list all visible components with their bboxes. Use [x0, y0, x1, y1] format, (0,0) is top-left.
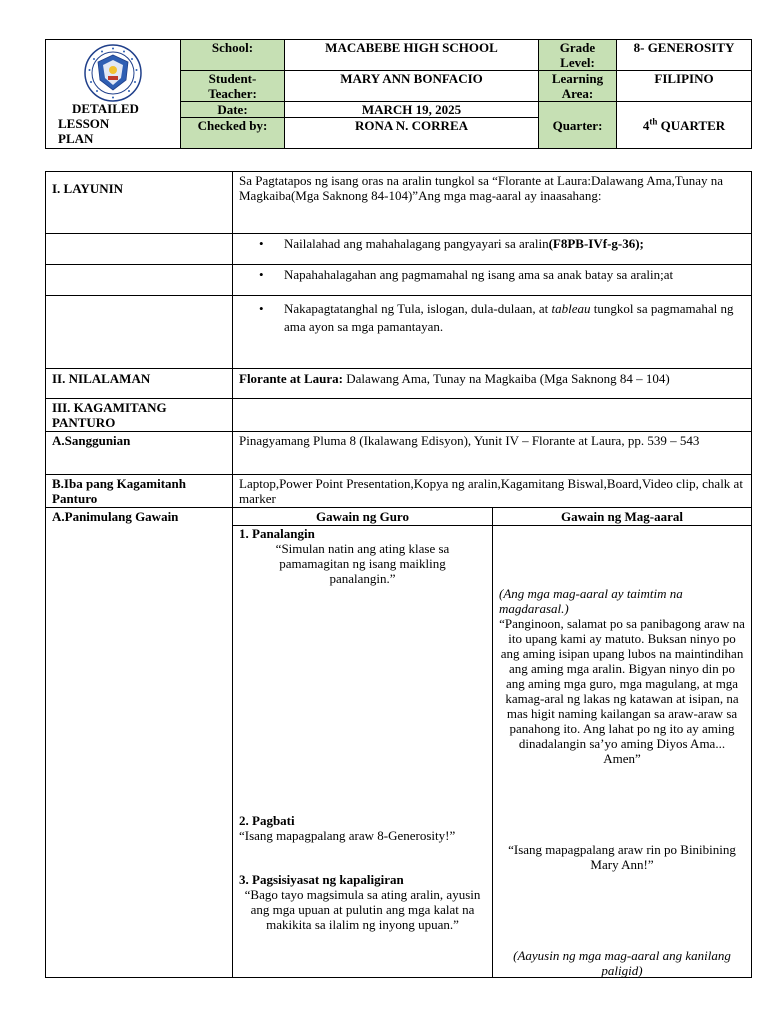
logo-cell: [46, 40, 181, 149]
pagbati-guro: [239, 813, 486, 843]
area-value: FILIPINO: [617, 71, 752, 102]
pagsisiyasat-guro: [239, 872, 486, 932]
empty-cell: [46, 234, 233, 265]
objective-2: • Napahahalagahan ang pagmamahal ng isang ama sa anak batay sa aralin;at: [233, 265, 752, 296]
grade-value: 8- GENEROSITY: [617, 40, 752, 71]
objective-1: • Nailalahad ang mahahalagang pangyayari sa aralin(F8PB-IVf-g-36);: [233, 234, 752, 265]
prayer-text: “Panginoon, salamat po sa panibagong araw na ito upang kami ay matuto. Buksan ninyo po ang aming isipan upang lubos na maintindihan ang aming mga aralin. Bigyan ninyo din po ang aming mga guro, mga magulang, at mga kamag-aral ng lakas ng katawan at isipan, na mas higit naming kailangan sa araw-araw sa panahong ito. Ang lahat po ng ito ay aming dinadalangin sa’yo aming Diyos Ama...: [499, 616, 745, 751]
magaaral-activities-cell: [493, 526, 752, 978]
empty-cell: [46, 265, 233, 296]
guro-activities-cell: [233, 526, 493, 978]
prayer-note: (Ang mga mag-aaral ay taimtim na magdarasal.): [499, 586, 683, 616]
checked-value: RONA N. CORREA: [285, 118, 539, 149]
date-label: Date:: [181, 102, 285, 118]
nilalaman-label: II. NILALAMAN: [46, 369, 233, 399]
pagbati-title: 2. Pagbati: [239, 813, 295, 828]
panalangin-title: 1. Panalangin: [239, 526, 315, 541]
pagbati-magaaral: “Isang mapagpalang araw rin po Binibining Mary Ann!”: [508, 842, 736, 872]
pagsisiyasat-magaaral: (Aayusin ng mga mag-aaral ang kanilang paligid): [513, 948, 731, 978]
school-value: MACABEBE HIGH SCHOOL: [285, 40, 539, 71]
area-label: Learning Area:: [539, 71, 617, 102]
layunin-intro: Sa Pagtatapos ng isang oras na aralin tungkol sa “Florante at Laura:Dalawang Ama,Tunay na Magkaiba(Mga Saknong 84-104)”Ang mga mag-aaral ay inaasahang:: [233, 172, 752, 234]
panimula-label: A.Panimulang Gawain: [46, 508, 233, 978]
teacher-value: MARY ANN BONFACIO: [285, 71, 539, 102]
quarter-value: 4th QUARTER: [617, 102, 752, 149]
panalangin-guro-text: “Simulan natin ang ating klase sa pamamagitan ng isang maikling panalangin.”: [275, 541, 450, 586]
empty-cell: [46, 296, 233, 369]
teacher-label: Student-Teacher:: [181, 71, 285, 102]
pagbati-guro-text: “Isang mapagpalang araw 8-Generosity!”: [239, 828, 456, 843]
kagamitan-label: III. KAGAMITANG PANTURO: [46, 399, 233, 432]
pagsisiyasat-title: 3. Pagsisiyasat ng kapaligiran: [239, 872, 404, 887]
pagsisiyasat-guro-text: “Bago tayo magsimula sa ating aralin, ayusin ang mga upuan at pulutin ang mga kalat na makikita sa ilalim ng inyong upuan.”: [244, 887, 481, 932]
panalangin-magaaral: [499, 586, 745, 766]
quarter-label: Quarter:: [539, 102, 617, 149]
date-value: MARCH 19, 2025: [285, 102, 539, 118]
empty-cell: [233, 399, 752, 432]
document-type-label: DETAILED LESSON PLAN: [58, 101, 139, 146]
objective-3: • Nakapagtatanghal ng Tula, islogan, dula-dulaan, at tableau tungkol sa pagmamahal ng ama ayon sa mga pamantayan.: [233, 296, 752, 369]
panalangin-guro: [239, 526, 486, 586]
lesson-plan-table: [45, 171, 752, 978]
header-table: [45, 39, 752, 149]
nilalaman-value: Florante at Laura: Dalawang Ama, Tunay na Magkaiba (Mga Saknong 84 – 104): [233, 369, 752, 399]
checked-label: Checked by:: [181, 118, 285, 149]
layunin-label: I. LAYUNIN: [46, 172, 233, 234]
sanggunian-value: Pinagyamang Pluma 8 (Ikalawang Edisyon), Yunit IV – Florante at Laura, pp. 539 – 543: [233, 432, 752, 475]
column-header-guro: Gawain ng Guro: [233, 508, 493, 526]
column-header-magaaral: Gawain ng Mag-aaral: [493, 508, 752, 526]
grade-label: Grade Level:: [539, 40, 617, 71]
iba-label: B.Iba pang Kagamitanh Panturo: [46, 475, 233, 508]
deped-seal-icon: [84, 44, 142, 102]
iba-value: Laptop,Power Point Presentation,Kopya ng aralin,Kagamitang Biswal,Board,Video clip, chalk at marker: [233, 475, 752, 508]
prayer-amen: Amen”: [603, 751, 641, 766]
school-label: School:: [181, 40, 285, 71]
sanggunian-label: A.Sanggunian: [46, 432, 233, 475]
